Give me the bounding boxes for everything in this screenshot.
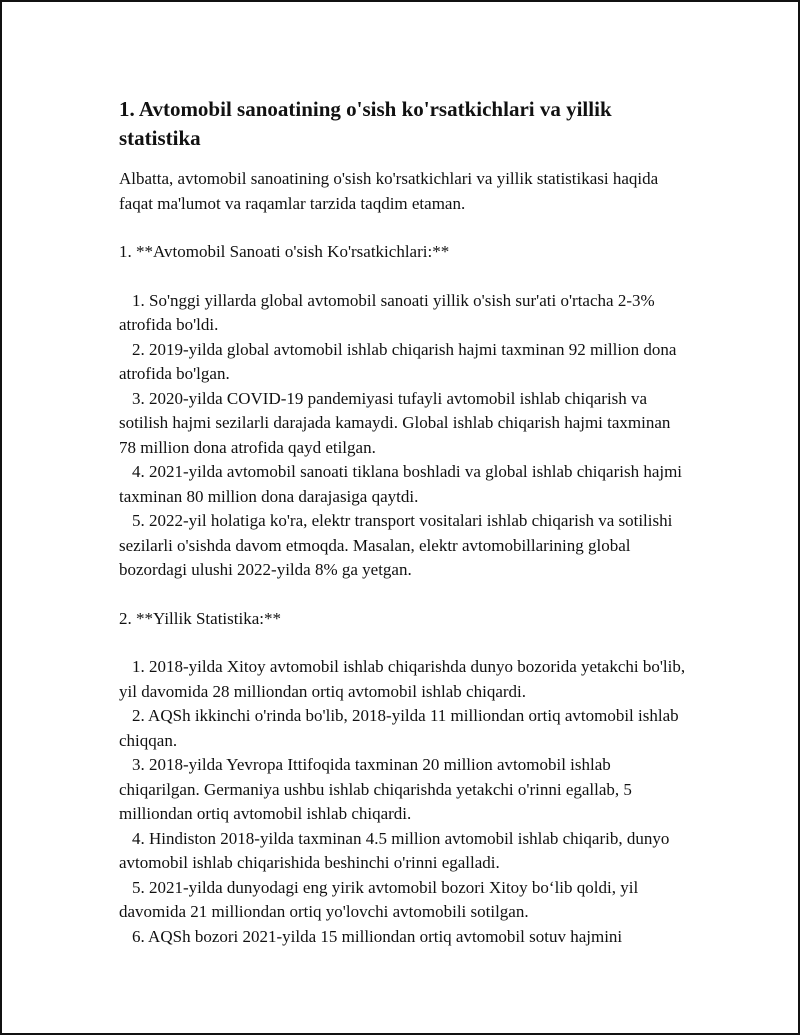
list-item: 6. AQSh bozori 2021-yilda 15 milliondan ortiq avtomobil sotuv hajmini [132, 926, 623, 946]
section-heading-yearly: 2. **Yillik Statistika:** [119, 608, 281, 628]
list-item: 5. 2022-yil holatiga ko'ra, elektr transport vositalari ishlab chiqarish va sotilishi sezilarli o'sishda davom etmoqda. Masalan, elektr avtomobillarining global bozordagi ulushi 2022-yilda 8% ga yetgan. [119, 511, 673, 579]
document-body [119, 95, 689, 949]
list-item: 3. 2018-yilda Yevropa Ittifoqida taxminan 20 million avtomobil ishlab chiqarilgan. Germaniya ushbu ishlab chiqarishda yetakchi o'rinni egallab, 5 milliondan ortiq avtomobil ishlab chiqardi. [119, 755, 632, 823]
growth-list [119, 289, 689, 583]
list-item: 1. So'nggi yillarda global avtomobil sanoati yillik o'sish sur'ati o'rtacha 2-3% atrofida bo'ldi. [119, 290, 655, 334]
list-item: 4. Hindiston 2018-yilda taxminan 4.5 million avtomobil ishlab chiqarib, dunyo avtomobil ishlab chiqarishida beshinchi o'rinni egalladi. [119, 828, 670, 872]
document-title: 1. Avtomobil sanoatining o'sish ko'rsatkichlari va yillik statistika [119, 97, 612, 150]
list-item: 5. 2021-yilda dunyodagi eng yirik avtomobil bozori Xitoy bo‘lib qoldi, yil davomida 21 milliondan ortiq yo'lovchi avtomobili sotilgan. [119, 877, 639, 921]
list-item: 2. AQSh ikkinchi o'rinda bo'lib, 2018-yilda 11 milliondan ortiq avtomobil ishlab chiqqan. [119, 706, 679, 750]
list-item: 3. 2020-yilda COVID-19 pandemiyasi tufayli avtomobil ishlab chiqarish va sotilish hajmi sezilarli darajada kamaydi. Global ishlab chiqarish hajmi taxminan 78 million dona atrofida qayd etilgan. [119, 388, 671, 457]
intro-paragraph: Albatta, avtomobil sanoatining o'sish ko'rsatkichlari va yillik statistikasi haqida faqat ma'lumot va raqamlar tarzida taqdim etaman. [119, 169, 659, 213]
section-heading-growth: 1. **Avtomobil Sanoati o'sish Ko'rsatkichlari:** [119, 242, 450, 261]
list-item: 2. 2019-yilda global avtomobil ishlab chiqarish hajmi taxminan 92 million dona atrofida bo'lgan. [119, 339, 677, 383]
list-item: 1. 2018-yilda Xitoy avtomobil ishlab chiqarishda dunyo bozorida yetakchi bo'lib, yil davomida 28 milliondan ortiq avtomobil ishlab chiqardi. [119, 657, 686, 701]
list-item: 4. 2021-yilda avtomobil sanoati tiklana boshladi va global ishlab chiqarish hajmi taxminan 80 million dona darajasiga qaytdi. [119, 462, 683, 506]
yearly-list [119, 655, 689, 949]
